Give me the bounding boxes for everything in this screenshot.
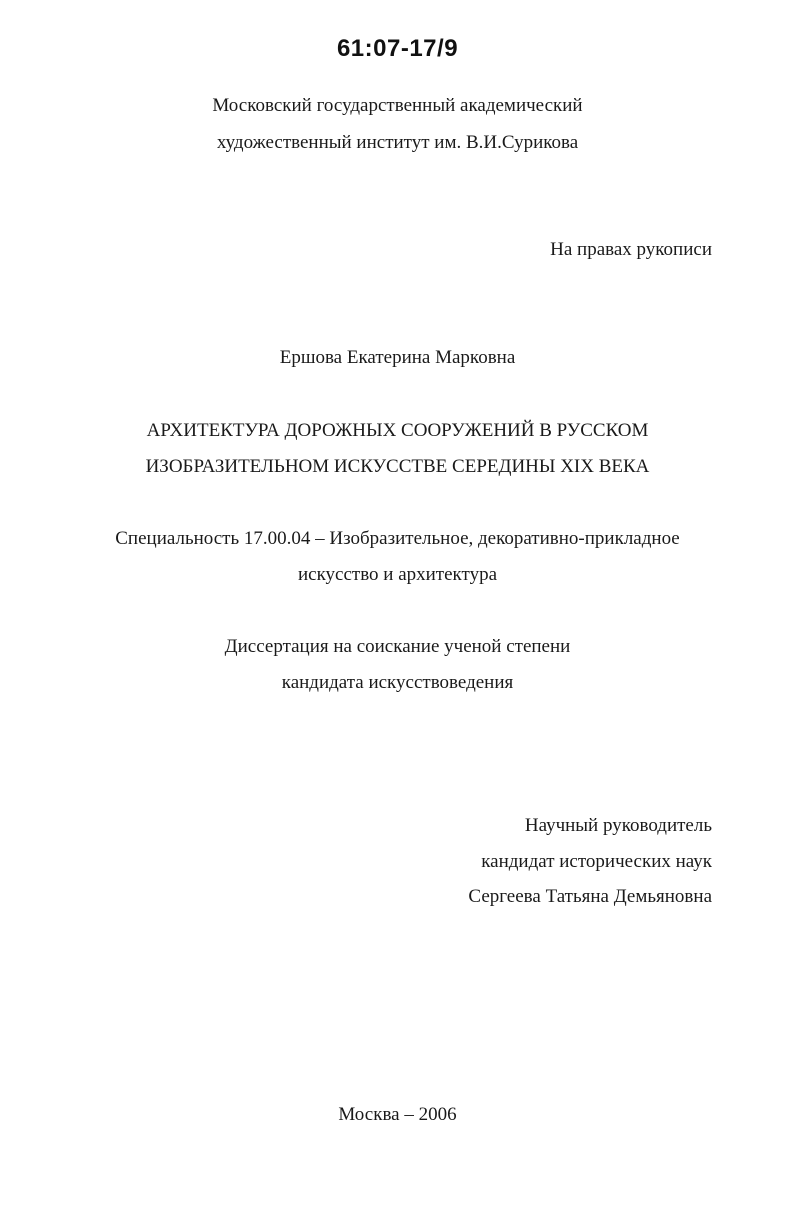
institution-line-2: художественный институт им. В.И.Сурикова bbox=[216, 132, 579, 153]
thesis-title-line-1: АРХИТЕКТУРА ДОРОЖНЫХ СООРУЖЕНИЙ В РУССКОМ bbox=[146, 420, 649, 441]
author-name: Ершова Екатерина Марковна bbox=[279, 347, 516, 368]
dissertation-line-1: Диссертация на соискание ученой степени bbox=[224, 636, 571, 657]
specialty-line-2: искусство и архитектура bbox=[297, 564, 498, 585]
thesis-title-line-2: ИЗОБРАЗИТЕЛЬНОМ ИСКУССТВЕ СЕРЕДИНЫ XIX ВЕКА bbox=[145, 456, 650, 477]
specialty-line-1: Специальность 17.00.04 – Изобразительное, декоративно-прикладное bbox=[115, 528, 680, 549]
manuscript-note: На правах рукописи bbox=[550, 239, 712, 260]
supervisor-role: Научный руководитель bbox=[524, 815, 712, 836]
institution-line-1: Московский государственный академический bbox=[212, 95, 583, 116]
dissertation-line-2: кандидата искусствоведения bbox=[281, 672, 514, 693]
supervisor-name: Сергеева Татьяна Демьяновна bbox=[468, 886, 712, 907]
supervisor-degree: кандидат исторических наук bbox=[481, 851, 712, 872]
library-stamp-code: 61:07-17/9 bbox=[336, 35, 459, 62]
city-year: Москва – 2006 bbox=[338, 1104, 457, 1125]
